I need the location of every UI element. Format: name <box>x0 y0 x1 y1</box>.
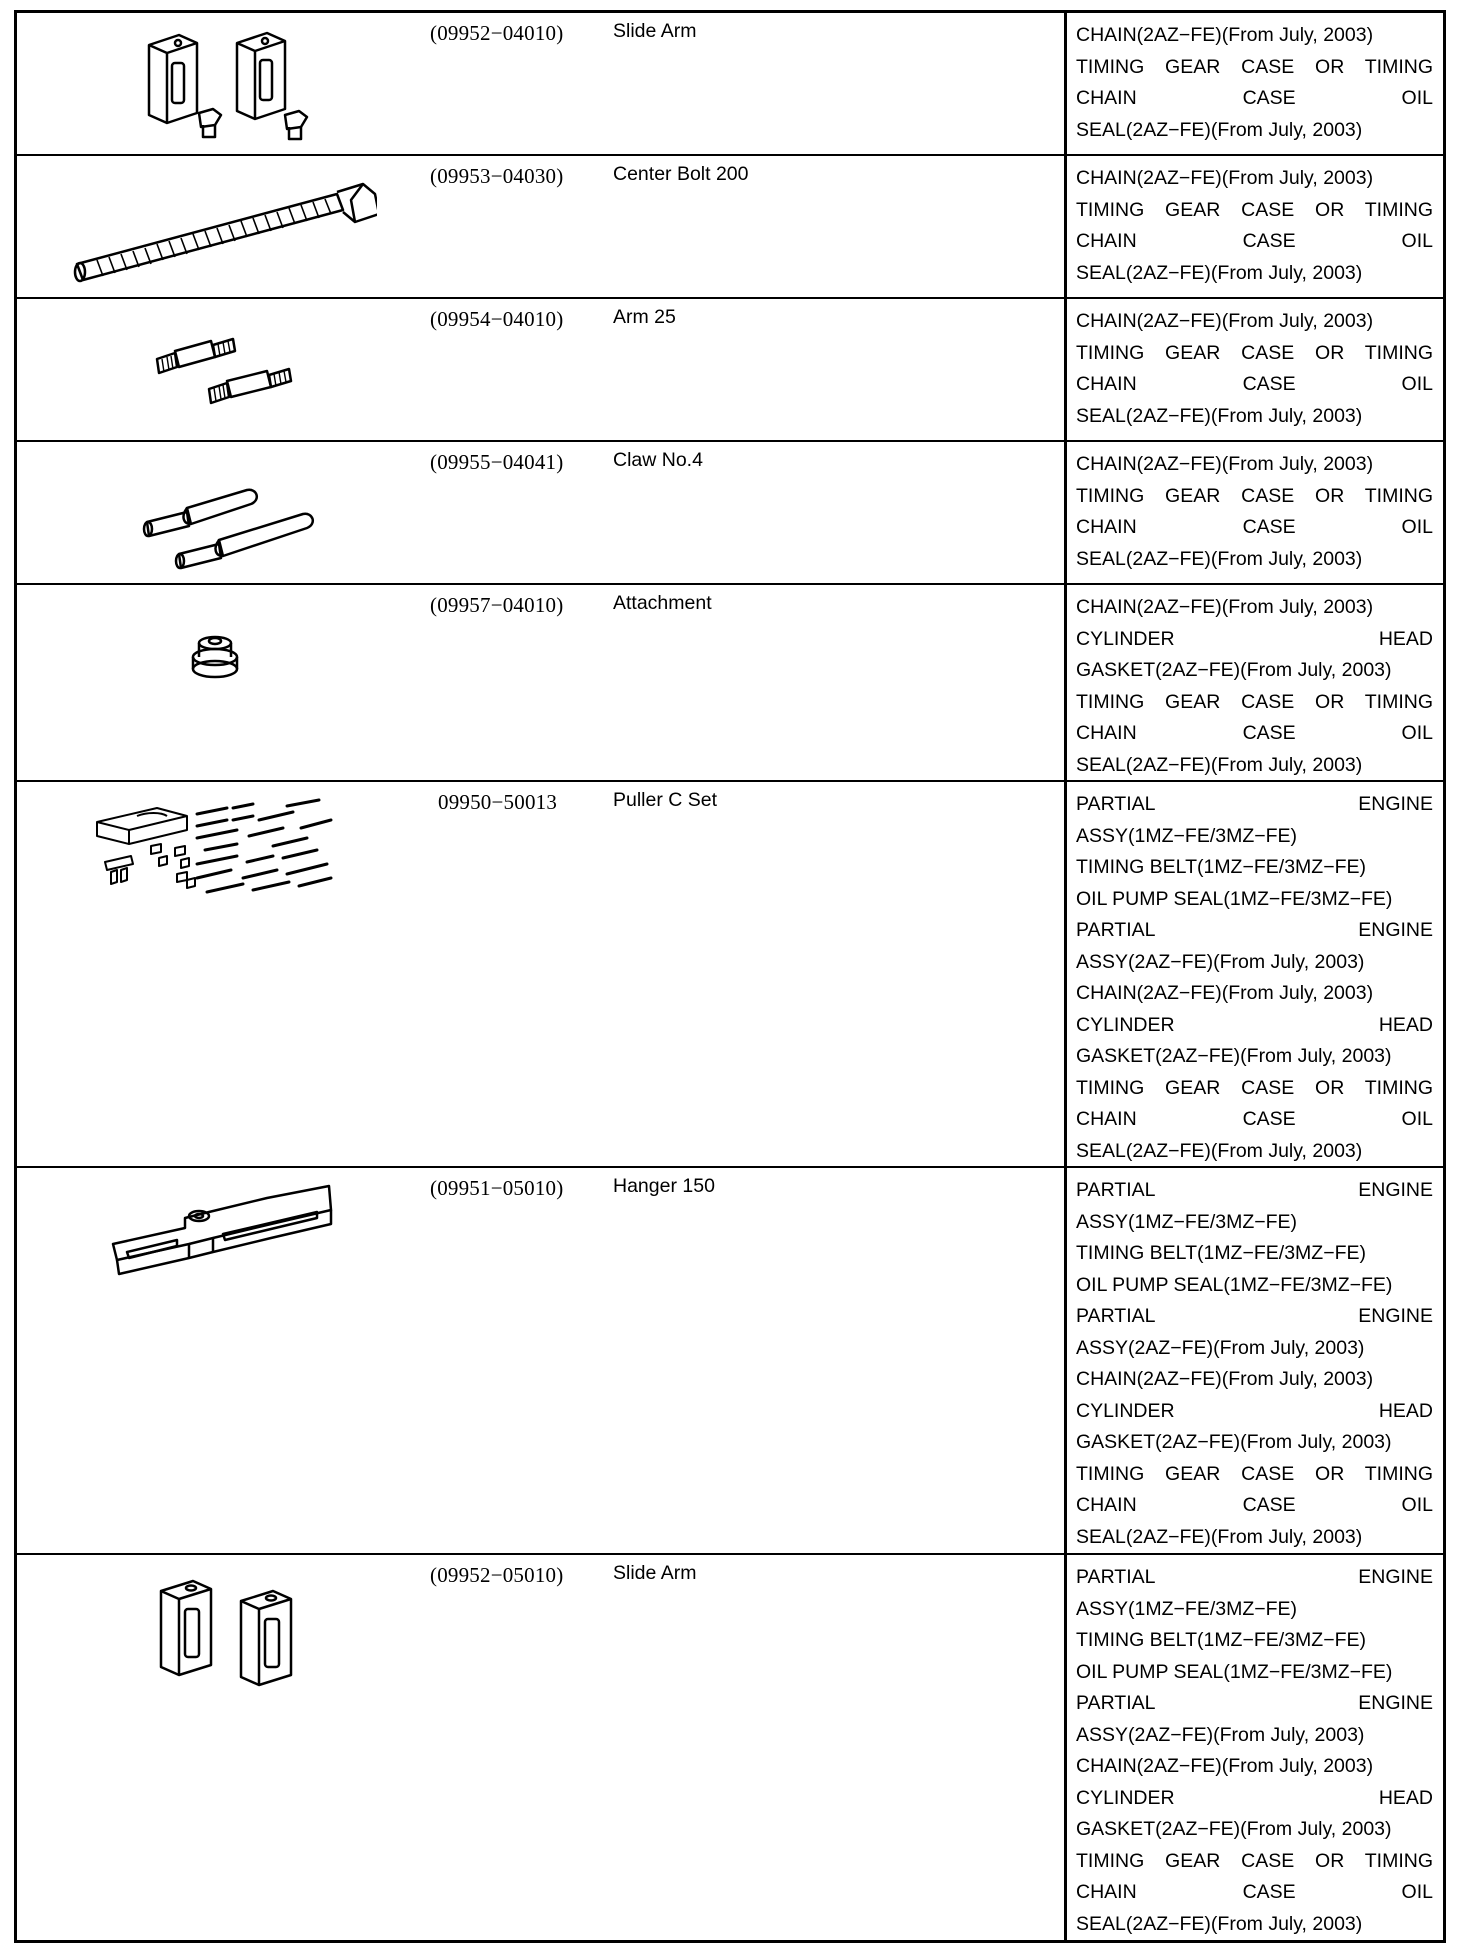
applicability-line: SEAL(2AZ−FE)(From July, 2003) <box>1076 1525 1363 1548</box>
tool-name: Attachment <box>613 592 712 614</box>
applicability-line: SEAL(2AZ−FE)(From July, 2003) <box>1076 1912 1363 1935</box>
column-divider <box>1064 299 1067 440</box>
applicability-line: TIMING GEAR CASE OR TIMING <box>1076 341 1433 364</box>
applicability-list <box>1076 1562 1433 1940</box>
applicability-line: PARTIAL ENGINE <box>1076 1305 1433 1327</box>
tool-row <box>17 13 1443 156</box>
applicability-line: CHAIN CASE OIL <box>1076 1108 1433 1130</box>
applicability-line: CHAIN CASE OIL <box>1076 230 1433 252</box>
tool-name: Arm 25 <box>613 306 676 328</box>
applicability-line: ASSY(1MZ−FE/3MZ−FE) <box>1076 1210 1298 1233</box>
tool-row <box>17 585 1443 782</box>
claw-illustration <box>37 442 377 582</box>
applicability-line: PARTIAL ENGINE <box>1076 793 1433 815</box>
applicability-line: CHAIN CASE OIL <box>1076 1881 1433 1903</box>
applicability-line: TIMING GEAR CASE OR TIMING <box>1076 1076 1433 1099</box>
tool-row <box>17 156 1443 299</box>
applicability-line: GASKET(2AZ−FE)(From July, 2003) <box>1076 659 1392 681</box>
attachment-illustration <box>37 585 377 775</box>
applicability-list <box>1076 306 1433 432</box>
applicability-line: TIMING GEAR CASE OR TIMING <box>1076 690 1433 713</box>
slide-arm-with-bolts-illustration <box>37 13 377 153</box>
applicability-line: CHAIN(2AZ−FE)(From July, 2003) <box>1076 1755 1374 1777</box>
applicability-line: ASSY(1MZ−FE/3MZ−FE) <box>1076 824 1298 847</box>
part-number: (09951−05010) <box>430 1176 564 1200</box>
applicability-line: CYLINDER HEAD <box>1076 1399 1433 1422</box>
applicability-line: CHAIN(2AZ−FE)(From July, 2003) <box>1076 310 1374 332</box>
applicability-line: PARTIAL ENGINE <box>1076 919 1433 941</box>
arm-illustration <box>37 299 377 439</box>
applicability-line: GASKET(2AZ−FE)(From July, 2003) <box>1076 1045 1392 1067</box>
column-divider <box>1064 585 1067 780</box>
applicability-list <box>1076 20 1433 146</box>
applicability-line: SEAL(2AZ−FE)(From July, 2003) <box>1076 261 1363 284</box>
part-number: (09957−04010) <box>430 593 564 617</box>
part-number: 09950−50013 <box>438 790 558 814</box>
tool-row <box>17 299 1443 442</box>
applicability-list <box>1076 449 1433 575</box>
applicability-line: CYLINDER HEAD <box>1076 627 1433 650</box>
applicability-line: CHAIN(2AZ−FE)(From July, 2003) <box>1076 596 1374 618</box>
applicability-list <box>1076 163 1433 289</box>
part-number: (09952−04010) <box>430 21 564 45</box>
applicability-line: OIL PUMP SEAL(1MZ−FE/3MZ−FE) <box>1076 887 1393 910</box>
applicability-line: PARTIAL ENGINE <box>1076 1566 1433 1588</box>
applicability-line: TIMING BELT(1MZ−FE/3MZ−FE) <box>1076 1242 1366 1264</box>
tool-name: Center Bolt 200 <box>613 163 749 185</box>
applicability-line: TIMING GEAR CASE OR TIMING <box>1076 198 1433 221</box>
applicability-line: CYLINDER HEAD <box>1076 1013 1433 1036</box>
applicability-line: CHAIN CASE OIL <box>1076 87 1433 109</box>
applicability-line: TIMING BELT(1MZ−FE/3MZ−FE) <box>1076 856 1366 878</box>
part-number: (09954−04010) <box>430 307 564 331</box>
applicability-line: TIMING GEAR CASE OR TIMING <box>1076 484 1433 507</box>
puller-set-illustration <box>37 782 377 922</box>
applicability-line: PARTIAL ENGINE <box>1076 1692 1433 1714</box>
applicability-line: ASSY(2AZ−FE)(From July, 2003) <box>1076 1336 1365 1359</box>
column-divider <box>1064 1555 1067 1940</box>
applicability-line: SEAL(2AZ−FE)(From July, 2003) <box>1076 404 1363 427</box>
tool-name: Hanger 150 <box>613 1175 715 1197</box>
tool-name: Claw No.4 <box>613 449 703 471</box>
part-number: (09955−04041) <box>430 450 564 474</box>
applicability-line: GASKET(2AZ−FE)(From July, 2003) <box>1076 1818 1392 1840</box>
column-divider <box>1064 1168 1067 1553</box>
applicability-line: CHAIN(2AZ−FE)(From July, 2003) <box>1076 453 1374 475</box>
applicability-line: CHAIN(2AZ−FE)(From July, 2003) <box>1076 982 1374 1004</box>
column-divider <box>1064 442 1067 583</box>
applicability-line: CHAIN CASE OIL <box>1076 516 1433 538</box>
applicability-line: SEAL(2AZ−FE)(From July, 2003) <box>1076 118 1363 141</box>
column-divider <box>1064 782 1067 1166</box>
applicability-line: CHAIN CASE OIL <box>1076 373 1433 395</box>
applicability-line: OIL PUMP SEAL(1MZ−FE/3MZ−FE) <box>1076 1273 1393 1296</box>
applicability-line: CYLINDER HEAD <box>1076 1786 1433 1809</box>
applicability-line: TIMING BELT(1MZ−FE/3MZ−FE) <box>1076 1629 1366 1651</box>
sst-table <box>14 10 1446 1943</box>
applicability-line: SEAL(2AZ−FE)(From July, 2003) <box>1076 1139 1363 1162</box>
applicability-line: TIMING GEAR CASE OR TIMING <box>1076 55 1433 78</box>
applicability-line: GASKET(2AZ−FE)(From July, 2003) <box>1076 1431 1392 1453</box>
applicability-list <box>1076 592 1433 781</box>
applicability-line: PARTIAL ENGINE <box>1076 1179 1433 1201</box>
applicability-line: TIMING GEAR CASE OR TIMING <box>1076 1849 1433 1872</box>
part-number: (09953−04030) <box>430 164 564 188</box>
applicability-line: ASSY(1MZ−FE/3MZ−FE) <box>1076 1597 1298 1620</box>
tool-name: Slide Arm <box>613 20 697 42</box>
column-divider <box>1064 13 1067 154</box>
applicability-line: OIL PUMP SEAL(1MZ−FE/3MZ−FE) <box>1076 1660 1393 1683</box>
slide-arm-illustration <box>37 1555 377 1695</box>
tool-row <box>17 782 1443 1168</box>
applicability-list <box>1076 1175 1433 1553</box>
tool-name: Slide Arm <box>613 1562 697 1584</box>
tool-row <box>17 1168 1443 1555</box>
applicability-line: CHAIN(2AZ−FE)(From July, 2003) <box>1076 1368 1374 1390</box>
hanger-illustration <box>37 1168 377 1308</box>
applicability-line: CHAIN(2AZ−FE)(From July, 2003) <box>1076 167 1374 189</box>
tool-row <box>17 442 1443 585</box>
applicability-line: TIMING GEAR CASE OR TIMING <box>1076 1462 1433 1485</box>
part-number: (09952−05010) <box>430 1563 564 1587</box>
applicability-line: CHAIN CASE OIL <box>1076 1494 1433 1516</box>
column-divider <box>1064 156 1067 297</box>
tool-name: Puller C Set <box>613 789 718 811</box>
applicability-line: SEAL(2AZ−FE)(From July, 2003) <box>1076 753 1363 776</box>
center-bolt-illustration <box>37 156 377 296</box>
applicability-list <box>1076 789 1433 1167</box>
applicability-line: ASSY(2AZ−FE)(From July, 2003) <box>1076 950 1365 973</box>
applicability-line: CHAIN(2AZ−FE)(From July, 2003) <box>1076 24 1374 46</box>
applicability-line: SEAL(2AZ−FE)(From July, 2003) <box>1076 547 1363 570</box>
applicability-line: CHAIN CASE OIL <box>1076 722 1433 744</box>
applicability-line: ASSY(2AZ−FE)(From July, 2003) <box>1076 1723 1365 1746</box>
tool-row <box>17 1555 1443 1940</box>
